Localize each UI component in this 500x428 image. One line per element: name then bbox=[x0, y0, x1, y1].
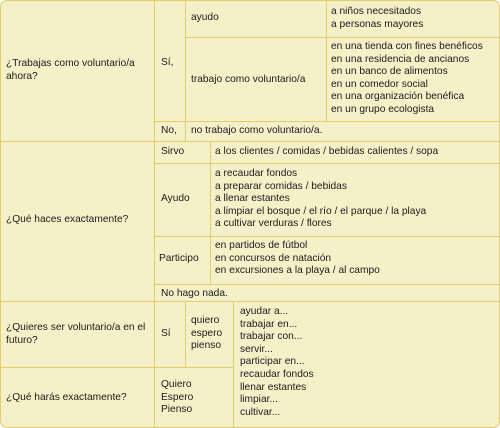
label-si: Sí, bbox=[161, 57, 174, 68]
ayudo-q2-options bbox=[215, 168, 426, 231]
option-servir: servir... bbox=[240, 343, 273, 355]
option-trabajar-con: trabajar con... bbox=[240, 331, 303, 343]
divider-q1-si bbox=[185, 1, 186, 141]
divider-q2-verbs bbox=[210, 141, 211, 284]
divider-col1 bbox=[154, 1, 155, 428]
option-limpiar-future: limpiar... bbox=[240, 394, 278, 406]
participo-options bbox=[215, 240, 380, 278]
option-limpiar: a limpiar el bosque / el río / el parque / la playa bbox=[215, 205, 427, 217]
option-trabajar-en: trabajar en... bbox=[240, 318, 298, 330]
option-banco: en un banco de alimentos bbox=[331, 66, 448, 78]
option-llenar: a llenar estantes bbox=[215, 193, 290, 205]
option-ninos: a niños necesitados bbox=[331, 6, 422, 17]
option-organizacion: en una organización benéfica bbox=[331, 91, 465, 103]
divider-q1-ayudo bbox=[185, 37, 500, 38]
question-what-will-you-do: ¿Qué harás exactamente? bbox=[6, 392, 127, 403]
divider-q3-si bbox=[185, 301, 186, 367]
no-hago-nada-text: No hago nada. bbox=[161, 288, 228, 299]
label-sirvo: Sirvo bbox=[161, 146, 185, 157]
option-llenar-estantes: llenar estantes bbox=[240, 381, 307, 393]
option-natacion: en concursos de natación bbox=[215, 252, 332, 264]
option-tienda: en una tienda con fines benéficos bbox=[331, 41, 483, 52]
divider-q2-participo bbox=[154, 284, 500, 285]
question-what-do-you-do: ¿Qué haces exactamente? bbox=[6, 214, 129, 225]
ayudo-options bbox=[331, 6, 423, 31]
label-ayudo: ayudo bbox=[191, 12, 219, 23]
verb-quiero: quiero bbox=[191, 315, 220, 326]
divider-q1-q2 bbox=[1, 141, 500, 142]
divider-q1-options bbox=[326, 1, 327, 121]
divider-q3-options bbox=[233, 301, 234, 428]
label-no: No, bbox=[161, 125, 177, 136]
option-excursiones: en excursiones a la playa / al campo bbox=[215, 265, 380, 277]
future-activity-options bbox=[240, 306, 314, 419]
option-cultivar: a cultivar verduras / flores bbox=[215, 218, 332, 230]
option-mayores: a personas mayores bbox=[331, 18, 424, 30]
trabajo-options bbox=[331, 41, 483, 117]
sirvo-text: a los clientes / comidas / bebidas calientes / sopa bbox=[215, 146, 439, 157]
label-participo: Participo bbox=[159, 253, 199, 264]
label-si-future: Sí bbox=[161, 328, 171, 339]
divider-q2-sirvo bbox=[154, 163, 500, 164]
verb-pienso: pienso bbox=[191, 340, 222, 352]
future-verbs bbox=[191, 315, 222, 353]
option-recaudar: a recaudar fondos bbox=[215, 168, 298, 179]
option-futbol: en partidos de fútbol bbox=[215, 240, 308, 251]
option-residencia: en una residencia de ancianos bbox=[331, 53, 470, 65]
verb-espero: espero bbox=[191, 327, 223, 339]
option-ayudar-a: ayudar a... bbox=[240, 306, 289, 317]
option-cultivar-future: cultivar... bbox=[240, 406, 281, 418]
plan-verbs bbox=[161, 379, 193, 417]
divider-q2-q3 bbox=[1, 301, 500, 302]
option-participar-en: participar en... bbox=[240, 356, 305, 368]
divider-q1-no bbox=[154, 121, 500, 122]
option-preparar: a preparar comidas / bebidas bbox=[215, 180, 347, 192]
label-ayudo-q2: Ayudo bbox=[161, 193, 190, 204]
question-volunteer-future: ¿Quieres ser voluntario/a en el futuro? bbox=[6, 322, 146, 346]
question-volunteer-now: ¿Trabajas como voluntario/a ahora? bbox=[6, 58, 135, 82]
option-grupo: en un grupo ecologista bbox=[331, 103, 435, 115]
label-trabajo-voluntario: trabajo como voluntario/a bbox=[191, 74, 306, 85]
verb-espero-cap: Espero bbox=[161, 391, 194, 403]
divider-q2-ayudo bbox=[154, 236, 500, 237]
no-trabajo-text: no trabajo como voluntario/a. bbox=[191, 125, 323, 136]
option-recaudar-fondos: recaudar fondos bbox=[240, 368, 314, 380]
verb-quiero-cap: Quiero bbox=[161, 379, 192, 390]
verb-pienso-cap: Pienso bbox=[161, 404, 193, 416]
option-comedor: en un comedor social bbox=[331, 78, 428, 90]
divider-q3-q4 bbox=[1, 367, 233, 368]
